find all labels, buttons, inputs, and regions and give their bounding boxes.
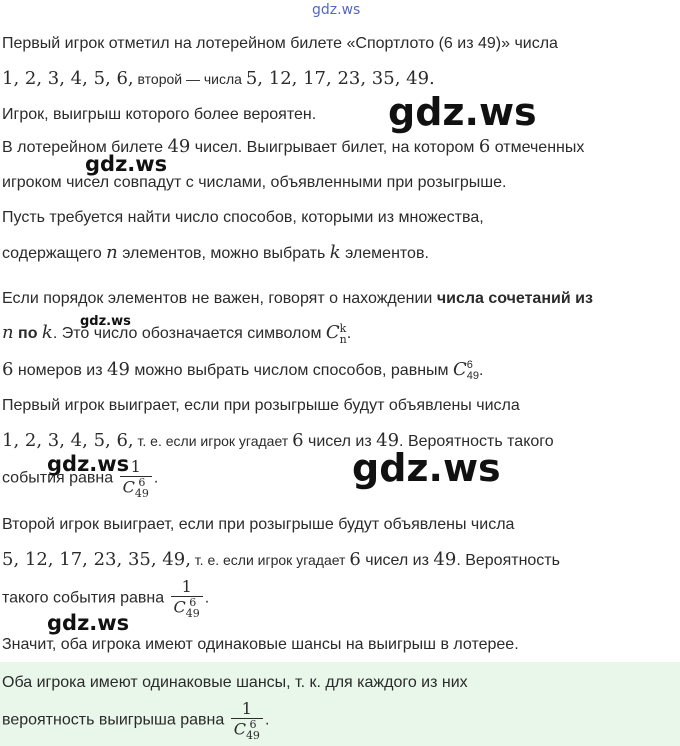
math-number: 49 bbox=[107, 359, 130, 380]
text: чисел из bbox=[303, 433, 377, 450]
problem-line-1: Первый игрок отметил на лотерейном билете «Спортлото (6 из 49)» числа bbox=[2, 35, 558, 52]
combination-symbol: C bbox=[325, 322, 340, 343]
text: чисел. Выигрывает билет, на котором bbox=[190, 139, 479, 156]
subscript: n bbox=[339, 332, 347, 346]
bold-term: по bbox=[13, 325, 42, 342]
combination-symbol: C bbox=[452, 359, 467, 380]
watermark-large-1: gdz.ws bbox=[388, 90, 537, 134]
math-var: n bbox=[2, 322, 14, 343]
text: отмеченных bbox=[490, 139, 585, 156]
watermark-medium-2: gdz.ws bbox=[47, 452, 130, 476]
subscript: 49 bbox=[185, 607, 200, 620]
combination-symbol: C bbox=[173, 597, 186, 617]
math-number: 49 bbox=[376, 430, 400, 451]
text: . Вероятность такого bbox=[399, 433, 554, 450]
text: т. е. если игрок угадает bbox=[190, 552, 350, 568]
math-var: n bbox=[106, 242, 118, 263]
bold-term: числа сочетаний из bbox=[436, 290, 593, 307]
text: . bbox=[479, 362, 484, 379]
superscript: 6 bbox=[189, 596, 197, 609]
math-number: 6 bbox=[478, 136, 491, 157]
solution-line-3: Пусть требуется найти число способов, которыми из множества, bbox=[2, 209, 484, 226]
text: такого события равна bbox=[2, 589, 169, 607]
numbers-first: 1, 2, 3, 4, 5, 6, bbox=[2, 430, 134, 451]
text: можно выбрать числом способов, равным bbox=[129, 362, 453, 379]
answer-box bbox=[0, 662, 680, 746]
numerator: 1 bbox=[130, 457, 141, 476]
solution-line-2: игроком чисел совпадут с числами, объявленными при розыгрыше. bbox=[2, 174, 507, 191]
conclusion-line: Значит, оба игрока имеют одинаковые шансы на выигрыш в лотерее. bbox=[2, 636, 519, 653]
numerator: 1 bbox=[181, 577, 192, 596]
text: номеров из bbox=[13, 362, 107, 379]
text: . bbox=[264, 711, 270, 729]
subscript: 49 bbox=[245, 729, 260, 742]
text: . Вероятность bbox=[456, 552, 560, 569]
solution-line-7 bbox=[2, 359, 483, 382]
watermark-top[interactable]: gdz.ws bbox=[312, 2, 361, 18]
solution-line-6 bbox=[2, 322, 351, 345]
solution-line-8: Первый игрок выиграет, если при розыгрыше будут объявлены числа bbox=[2, 397, 520, 414]
math-number: 6 bbox=[349, 549, 361, 570]
numerator: 1 bbox=[241, 699, 252, 718]
solution-line-11: Второй игрок выиграет, если при розыгрыше будут объявлены числа bbox=[2, 516, 515, 533]
subscript: 49 bbox=[134, 487, 149, 500]
solution-line-4 bbox=[2, 242, 429, 265]
fraction bbox=[171, 578, 203, 619]
question-line: Игрок, выигрыш которого более вероятен. bbox=[2, 106, 317, 123]
math-var: k bbox=[329, 242, 341, 263]
solution-line-5 bbox=[2, 288, 593, 310]
text: . bbox=[204, 589, 210, 607]
text: элементов. bbox=[340, 245, 429, 262]
answer-line-1: Оба игрока имеют одинаковые шансы, т. к. для каждого из них bbox=[2, 674, 468, 691]
numbers-first: 1, 2, 3, 4, 5, 6, bbox=[2, 68, 134, 89]
superscript: 6 bbox=[138, 476, 146, 489]
math-number: 49 bbox=[433, 549, 457, 570]
watermark-medium-1: gdz.ws bbox=[85, 152, 168, 176]
superscript: k bbox=[339, 321, 347, 335]
text: чисел из bbox=[360, 552, 434, 569]
problem-line-2 bbox=[2, 68, 435, 91]
superscript: 6 bbox=[466, 358, 473, 371]
text: Если порядок элементов не важен, говорят о нахождении bbox=[2, 290, 437, 307]
numbers-second: 5, 12, 17, 23, 35, 49. bbox=[245, 68, 435, 89]
text: . bbox=[346, 325, 352, 342]
watermark-large-2: gdz.ws bbox=[352, 446, 501, 490]
text: содержащего bbox=[2, 245, 107, 262]
subscript: 49 bbox=[466, 369, 480, 382]
solution-line-12 bbox=[2, 549, 560, 572]
text: В лотерейном билете bbox=[2, 139, 168, 156]
text: события равна bbox=[2, 469, 118, 487]
fraction bbox=[231, 700, 263, 741]
text: т. е. если игрок угадает bbox=[133, 433, 293, 449]
answer-line-2 bbox=[2, 700, 269, 741]
combination-symbol: C bbox=[233, 719, 246, 739]
watermark-small: gdz.ws bbox=[80, 314, 131, 329]
text: элементов, можно выбрать bbox=[117, 245, 330, 262]
superscript: 6 bbox=[249, 718, 257, 731]
math-number: 49 bbox=[167, 136, 191, 157]
math-var: k bbox=[41, 322, 53, 343]
text: . Это число обозначается символом bbox=[52, 325, 326, 342]
text: . bbox=[153, 469, 159, 487]
text: вероятность выигрыша равна bbox=[2, 711, 229, 729]
combination-symbol: C bbox=[122, 477, 135, 497]
math-number: 6 bbox=[292, 430, 304, 451]
numbers-second: 5, 12, 17, 23, 35, 49, bbox=[2, 549, 191, 570]
watermark-medium-3: gdz.ws bbox=[47, 611, 130, 635]
text: второй — числа bbox=[133, 71, 246, 87]
math-number: 6 bbox=[2, 359, 14, 380]
